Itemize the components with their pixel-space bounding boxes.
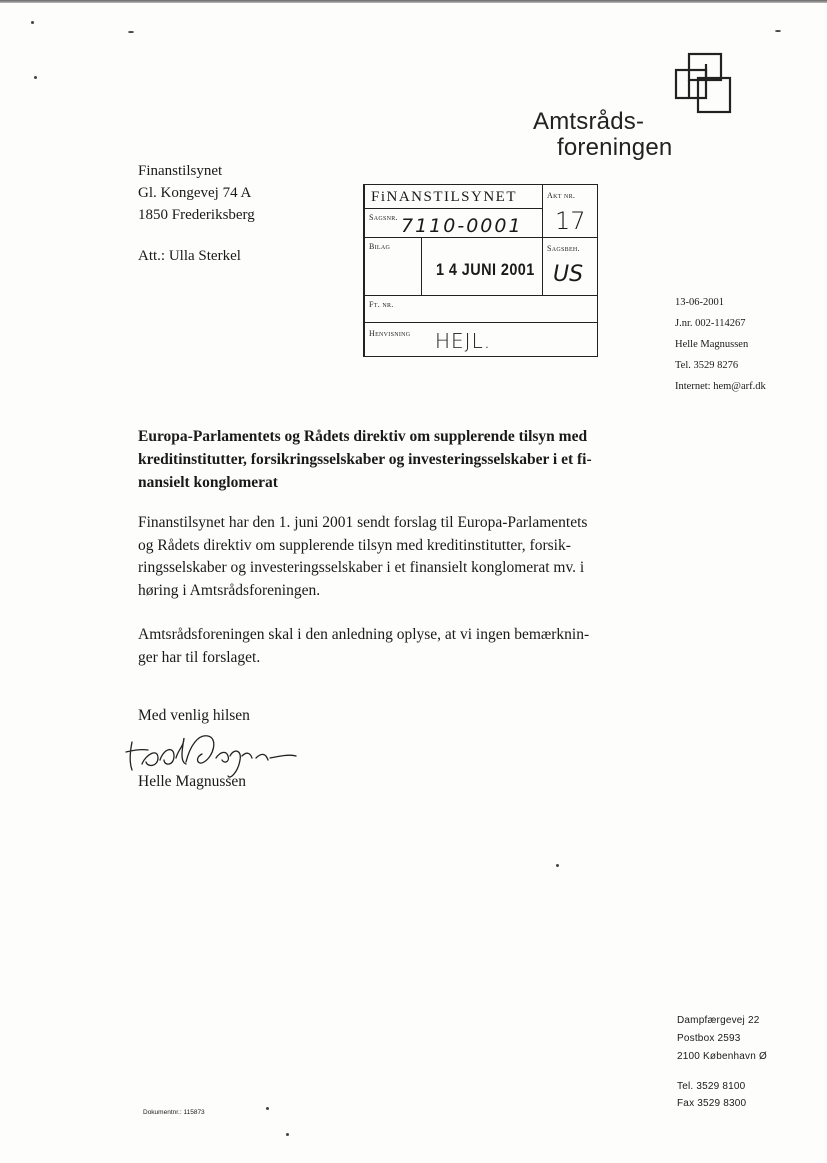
stamp-akt-value: 17 xyxy=(555,207,586,235)
contact-phone: Tel. 3529 8276 xyxy=(675,360,739,371)
logo-text-line2: foreningen xyxy=(557,134,673,161)
subject-line: nansielt konglomerat xyxy=(138,474,278,491)
logo-text-line1: Amtsråds- xyxy=(533,108,645,135)
stamp-sagsnr-label: Sagsnr. xyxy=(369,213,398,222)
subject-line: Europa-Parlamentets og Rådets direktiv om supplerende tilsyn med xyxy=(138,428,588,445)
stamp-akt-cell xyxy=(543,185,597,238)
footer-street: Dampfærgevej 22 xyxy=(677,1015,760,1026)
recipient-city: 1850 Frederiksberg xyxy=(138,207,255,223)
stamp-sagsbeh-label: Sagsbeh. xyxy=(547,244,580,253)
body-line: og Rådets direktiv om supplerende tilsyn med kreditinstitutter, forsik- xyxy=(138,536,571,554)
stamp-bilag-label: Bilag xyxy=(369,242,391,251)
scan-speck xyxy=(31,21,34,24)
sender-meta xyxy=(675,292,766,397)
recipient-name: Finanstilsynet xyxy=(138,163,223,179)
document-number: Dokumentnr.: 115873 xyxy=(143,1109,205,1116)
stamp-sagsbeh-cell xyxy=(543,238,597,296)
received-stamp xyxy=(363,184,598,357)
amtsradsforeningen-logo-icon xyxy=(672,52,734,116)
stamp-sagsnr-value: 7110-0001 xyxy=(401,215,523,237)
body-line: Finanstilsynet har den 1. juni 2001 sendt forslag til Europa-Parlamentets xyxy=(138,514,588,531)
footer-city: 2100 København Ø xyxy=(677,1051,767,1062)
footer-fax: Fax 3529 8300 xyxy=(677,1098,747,1109)
scan-speck xyxy=(34,76,37,79)
subject-line: kreditinstitutter, forsikringsselskaber og investeringsselskaber i et fi- xyxy=(138,451,592,468)
stamp-henvisning-label: Henvisning xyxy=(369,329,411,338)
stamp-org-cell xyxy=(365,185,543,209)
scan-speck xyxy=(556,864,559,867)
body-line: ger har til forslaget. xyxy=(138,648,261,666)
body-paragraph-1 xyxy=(138,512,587,602)
stamp-sagsnr-cell xyxy=(365,209,543,238)
recipient-address xyxy=(138,160,255,226)
scan-speck xyxy=(266,1107,269,1110)
closing: Med venlig hilsen xyxy=(138,707,250,724)
journal-number: J.nr. 002-114267 xyxy=(675,318,746,329)
letter-date: 13-06-2001 xyxy=(675,297,724,308)
stamp-akt-label: Akt nr. xyxy=(547,191,576,200)
stamp-org: FiNANSTILSYNET xyxy=(371,189,518,205)
recipient-attention: Att.: Ulla Sterkel xyxy=(138,248,241,264)
scan-speck xyxy=(775,30,781,32)
letter-subject xyxy=(138,425,638,494)
body-paragraph-2 xyxy=(138,624,589,669)
scan-top-edge xyxy=(0,0,827,3)
footer-address xyxy=(677,1012,767,1066)
recipient-street: Gl. Kongevej 74 A xyxy=(138,185,252,201)
stamp-henvisning-cell xyxy=(365,323,597,356)
stamp-date-cell xyxy=(422,238,543,296)
signer-name: Helle Magnussen xyxy=(138,773,247,790)
stamp-date: 1 4 JUNI 2001 xyxy=(436,260,535,279)
contact-person: Helle Magnussen xyxy=(675,339,749,350)
stamp-sagsbeh-value: US xyxy=(553,262,584,287)
stamp-bilag-cell xyxy=(365,238,422,296)
contact-email: Internet: hem@arf.dk xyxy=(675,381,766,392)
scan-speck xyxy=(286,1133,289,1136)
body-line: ringsselskaber og investeringsselskaber i et finansielt konglomerat mv. i xyxy=(138,559,585,576)
stamp-ftnr-label: Ft. nr. xyxy=(369,300,394,309)
footer-contact xyxy=(677,1078,746,1112)
footer-tel: Tel. 3529 8100 xyxy=(677,1081,746,1092)
stamp-ftnr-cell xyxy=(365,296,597,323)
stamp-henvisning-value: HEJL. xyxy=(435,329,492,353)
body-line: høring i Amtsrådsforeningen. xyxy=(138,581,321,599)
scan-speck xyxy=(128,31,134,33)
footer-postbox: Postbox 2593 xyxy=(677,1033,741,1044)
body-line: Amtsrådsforeningen skal i den anledning oplyse, at vi ingen bemærknin- xyxy=(138,626,590,643)
